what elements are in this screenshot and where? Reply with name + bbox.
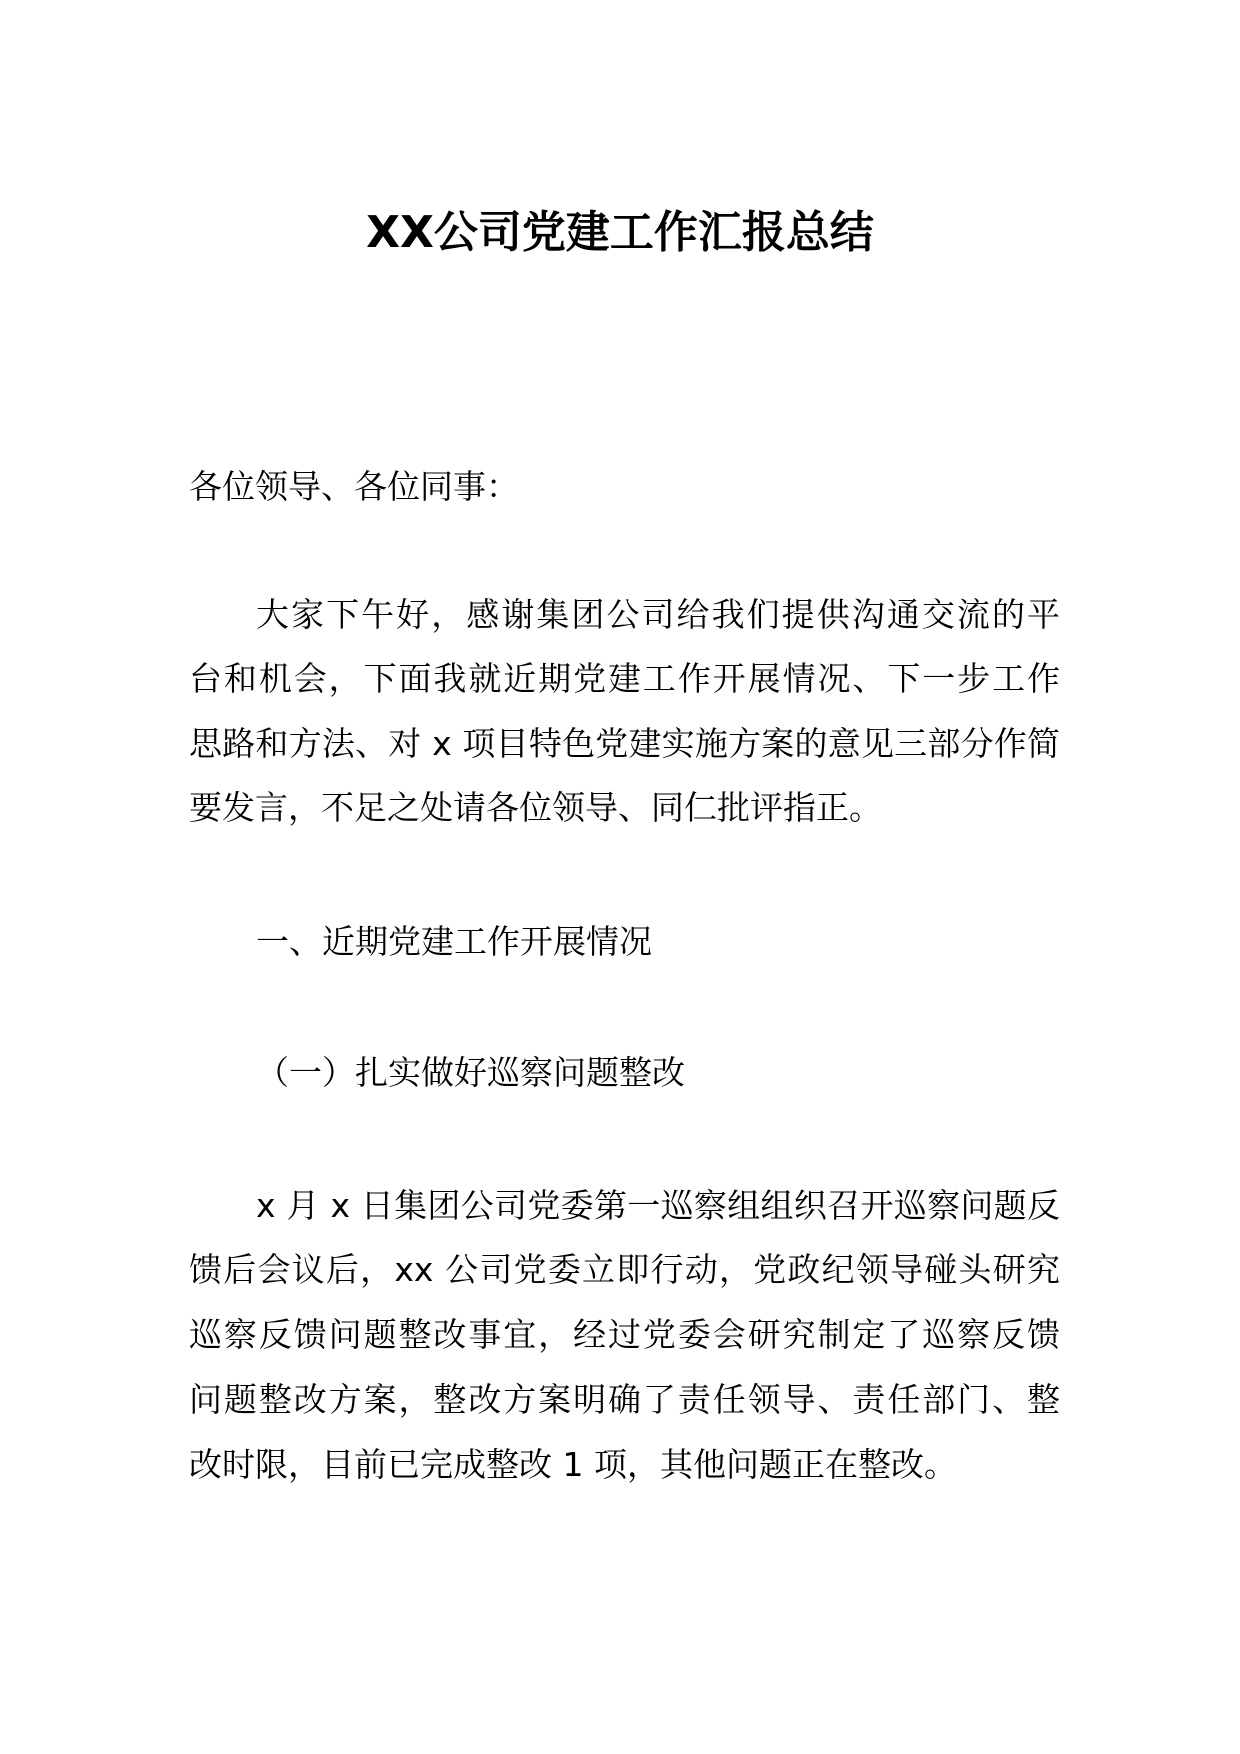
paragraph-line: 改时限，目前已完成整改 1 项，其他问题正在整改。 bbox=[189, 1445, 957, 1484]
document-title: XX公司党建工作汇报总结 bbox=[366, 207, 874, 258]
paragraph-line: 问题整改方案，整改方案明确了责任领导、责任部门、整 bbox=[189, 1380, 1060, 1419]
paragraph-line: 巡察反馈问题整改事宜，经过党委会研究制定了巡察反馈 bbox=[189, 1315, 1060, 1354]
paragraph-line: 馈后会议后，xx 公司党委立即行动，党政纪领导碰头研究 bbox=[189, 1250, 1060, 1289]
subsection-heading: （一）扎实做好巡察问题整改 bbox=[256, 1053, 685, 1092]
intro-line: 大家下午好，感谢集团公司给我们提供沟通交流的平 bbox=[256, 595, 1060, 634]
greeting: 各位领导、各位同事： bbox=[189, 467, 519, 506]
intro-line: 要发言，不足之处请各位领导、同仁批评指正。 bbox=[189, 788, 882, 827]
section-heading: 一、近期党建工作开展情况 bbox=[256, 922, 652, 961]
paragraph-line: x 月 x 日集团公司党委第一巡察组组织召开巡察问题反 bbox=[256, 1186, 1060, 1225]
intro-line: 思路和方法、对 x 项目特色党建实施方案的意见三部分作简 bbox=[189, 724, 1060, 763]
intro-line: 台和机会，下面我就近期党建工作开展情况、下一步工作 bbox=[189, 659, 1060, 698]
